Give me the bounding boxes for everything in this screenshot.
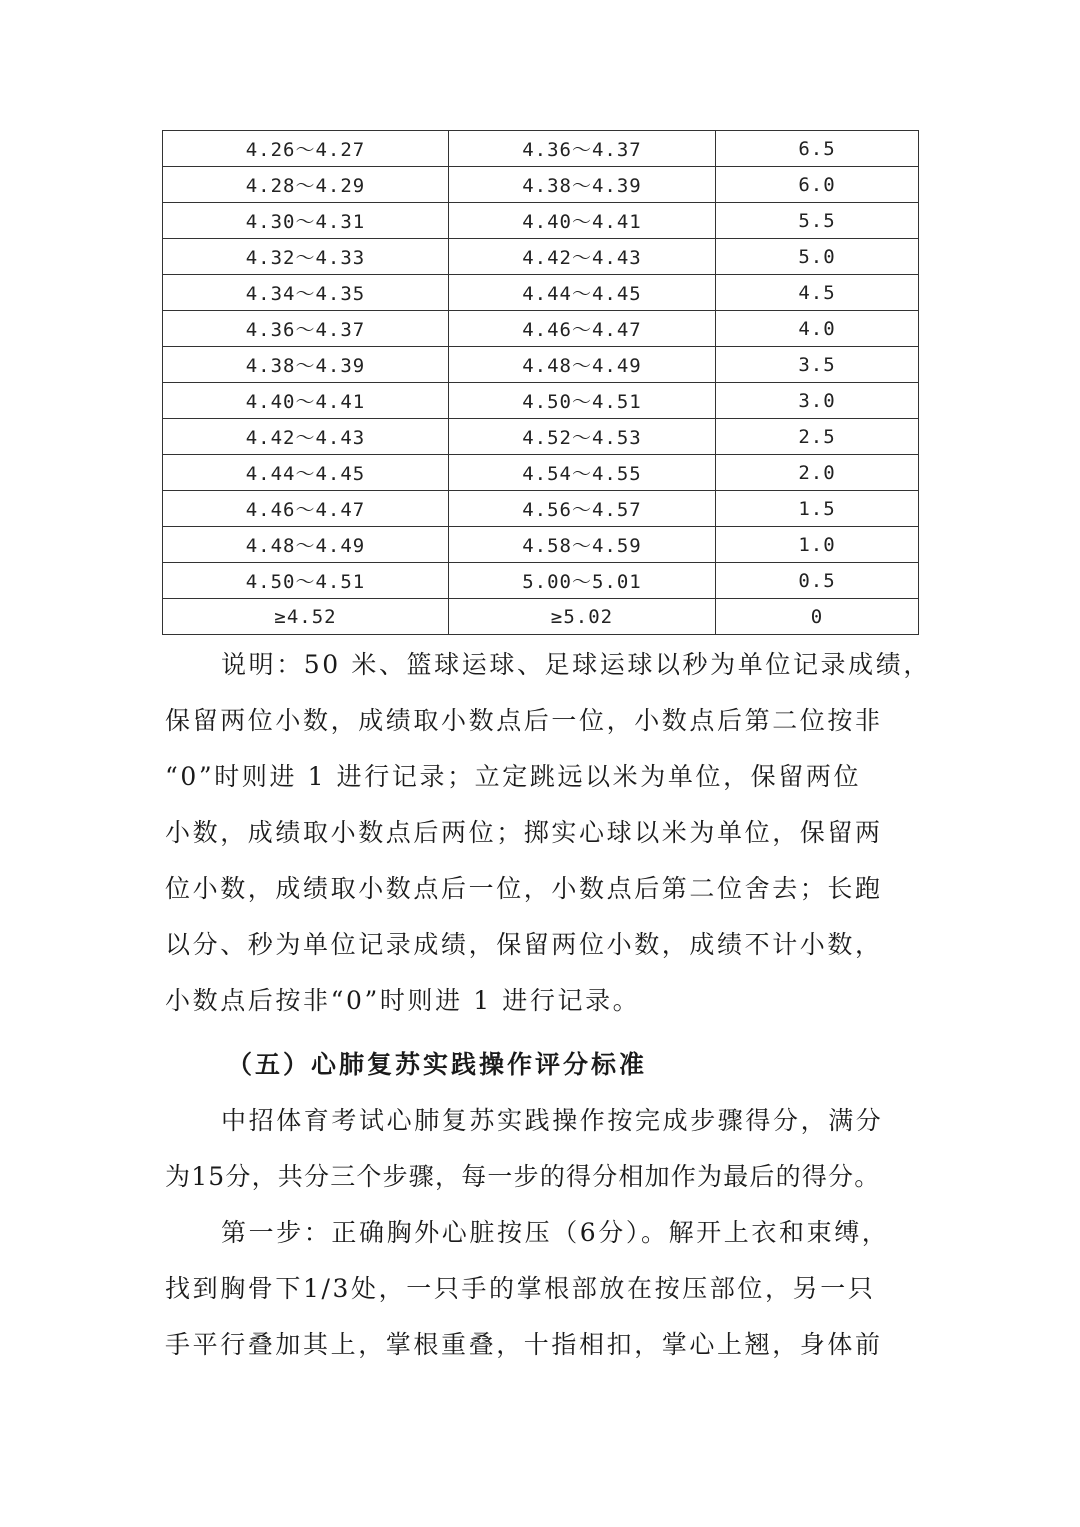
boys-time-cell: 4.38～4.39 bbox=[449, 167, 716, 203]
table-row bbox=[163, 203, 919, 239]
section-heading: （五）心肺复苏实践操作评分标准 bbox=[227, 1050, 648, 1079]
step1-line: 找到胸骨下1/3处，一只手的掌根部放在按压部位，另一只 bbox=[165, 1274, 876, 1303]
girls-time-cell: 4.38～4.39 bbox=[163, 347, 449, 383]
table-row bbox=[163, 167, 919, 203]
boys-time-cell: 4.52～4.53 bbox=[449, 419, 716, 455]
step1-line: 手平行叠加其上，掌根重叠，十指相扣，掌心上翘，身体前 bbox=[165, 1330, 883, 1359]
score-table bbox=[162, 130, 919, 635]
intro-line: 为15分，共分三个步骤，每一步的得分相加作为最后的得分。 bbox=[165, 1162, 881, 1191]
girls-time-cell: 4.44～4.45 bbox=[163, 455, 449, 491]
note-line: 保留两位小数，成绩取小数点后一位，小数点后第二位按非 bbox=[165, 706, 883, 735]
boys-time-cell: 4.48～4.49 bbox=[449, 347, 716, 383]
score-cell: 2.0 bbox=[716, 455, 919, 491]
boys-time-cell: 4.58～4.59 bbox=[449, 527, 716, 563]
note-line: 以分、秒为单位记录成绩，保留两位小数，成绩不计小数， bbox=[165, 930, 883, 959]
boys-time-cell: 4.46～4.47 bbox=[449, 311, 716, 347]
score-table-body bbox=[163, 131, 919, 635]
score-cell: 6.0 bbox=[716, 167, 919, 203]
girls-time-cell: 4.48～4.49 bbox=[163, 527, 449, 563]
girls-time-cell: 4.34～4.35 bbox=[163, 275, 449, 311]
score-cell: 3.5 bbox=[716, 347, 919, 383]
table-row bbox=[163, 347, 919, 383]
note-line: “0”时则进 1 进行记录；立定跳远以米为单位，保留两位 bbox=[165, 762, 862, 791]
score-cell: 1.5 bbox=[716, 491, 919, 527]
score-cell: 0.5 bbox=[716, 563, 919, 599]
table-row bbox=[163, 527, 919, 563]
table-row bbox=[163, 563, 919, 599]
boys-time-cell: 4.40～4.41 bbox=[449, 203, 716, 239]
section-five bbox=[165, 1037, 917, 1373]
note-line: 小数，成绩取小数点后两位；掷实心球以米为单位，保留两 bbox=[165, 818, 883, 847]
girls-time-cell: 4.46～4.47 bbox=[163, 491, 449, 527]
girls-time-cell: ≥4.52 bbox=[163, 599, 449, 635]
boys-time-cell: 4.36～4.37 bbox=[449, 131, 716, 167]
score-cell: 5.0 bbox=[716, 239, 919, 275]
note-paragraph bbox=[165, 637, 931, 1029]
boys-time-cell: 4.54～4.55 bbox=[449, 455, 716, 491]
score-cell: 0 bbox=[716, 599, 919, 635]
table-row bbox=[163, 383, 919, 419]
table-row bbox=[163, 599, 919, 635]
score-cell: 1.0 bbox=[716, 527, 919, 563]
girls-time-cell: 4.26～4.27 bbox=[163, 131, 449, 167]
table-row bbox=[163, 131, 919, 167]
score-cell: 4.5 bbox=[716, 275, 919, 311]
girls-time-cell: 4.32～4.33 bbox=[163, 239, 449, 275]
girls-time-cell: 4.42～4.43 bbox=[163, 419, 449, 455]
boys-time-cell: 4.44～4.45 bbox=[449, 275, 716, 311]
table-row bbox=[163, 455, 919, 491]
girls-time-cell: 4.50～4.51 bbox=[163, 563, 449, 599]
girls-time-cell: 4.40～4.41 bbox=[163, 383, 449, 419]
score-cell: 5.5 bbox=[716, 203, 919, 239]
score-cell: 4.0 bbox=[716, 311, 919, 347]
boys-time-cell: 4.50～4.51 bbox=[449, 383, 716, 419]
girls-time-cell: 4.30～4.31 bbox=[163, 203, 449, 239]
score-cell: 6.5 bbox=[716, 131, 919, 167]
score-cell: 2.5 bbox=[716, 419, 919, 455]
note-line: 小数点后按非“0”时则进 1 进行记录。 bbox=[165, 986, 641, 1015]
boys-time-cell: 5.00～5.01 bbox=[449, 563, 716, 599]
table-row bbox=[163, 275, 919, 311]
boys-time-cell: 4.42～4.43 bbox=[449, 239, 716, 275]
step1-line: 第一步：正确胸外心脏按压（6分）。解开上衣和束缚， bbox=[221, 1218, 890, 1247]
table-row bbox=[163, 419, 919, 455]
boys-time-cell: ≥5.02 bbox=[449, 599, 716, 635]
intro-line: 中招体育考试心肺复苏实践操作按完成步骤得分，满分 bbox=[221, 1106, 884, 1135]
note-line: 说明：50 米、篮球运球、足球运球以秒为单位记录成绩， bbox=[221, 650, 931, 679]
boys-time-cell: 4.56～4.57 bbox=[449, 491, 716, 527]
table-row bbox=[163, 311, 919, 347]
table-row bbox=[163, 239, 919, 275]
girls-time-cell: 4.28～4.29 bbox=[163, 167, 449, 203]
score-cell: 3.0 bbox=[716, 383, 919, 419]
note-line: 位小数，成绩取小数点后一位，小数点后第二位舍去；长跑 bbox=[165, 874, 883, 903]
table-row bbox=[163, 491, 919, 527]
girls-time-cell: 4.36～4.37 bbox=[163, 311, 449, 347]
